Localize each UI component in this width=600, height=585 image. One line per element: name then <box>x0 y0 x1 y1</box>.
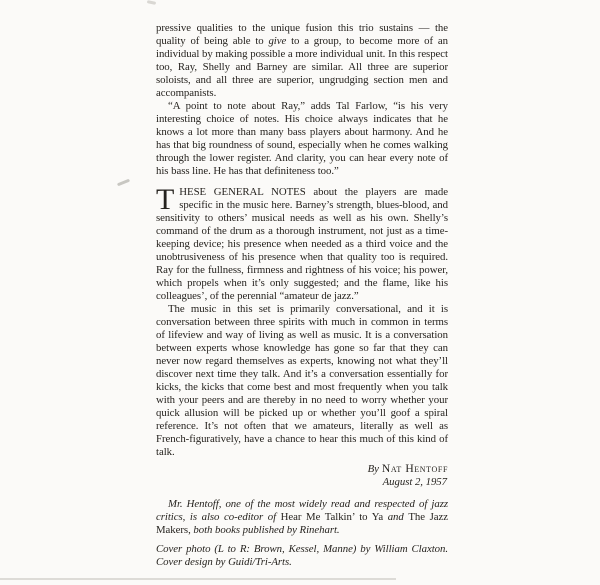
byline-by-label: By <box>367 463 379 475</box>
margin-smudge-mark <box>117 179 130 187</box>
paragraph-general-notes-text: HESE GENERAL NOTES about the players are made specific in the music here. Barney’s strength, blues-blood, and sensitivity to others’ musical needs as well as his own. Shelly’s command of the drum as a thorough instrument, not just as a time-keeping device; his presence when needed as a third voice and the unobtrusiveness of his presence when that quality too is required. Ray for the fullness, firmness and rightness of his voice; his power, which propels when it’s only suggested; and the flame, like his colleagues’, of the perennial “amateur de jazz.” <box>156 186 448 302</box>
paragraph-continuation: pressive qualities to the unique fusion this trio sustains — the quality of being able to give to a group, to become more of an individual by making possible a more individual unit. In this respect too, Ray, Shelly and Barney are similar. All three are superior soloists, and all three are superior, ungrudging section men and accompanists. <box>156 22 448 99</box>
scan-smudge-mark <box>147 0 156 5</box>
liner-notes-column <box>156 22 448 569</box>
byline-author-name: Nat Hentoff <box>381 462 448 475</box>
scan-edge-line <box>0 578 396 580</box>
cover-credit-note: Cover photo (L to R: Brown, Kessel, Manne) by William Claxton. Cover design by Guidi/Tri-Arts. <box>156 543 448 568</box>
byline <box>156 462 448 476</box>
drop-cap-letter: T <box>156 183 175 216</box>
paragraph-general-notes <box>156 183 448 303</box>
paragraph-tal-farlow-quote: “A point to note about Ray,” adds Tal Farlow, “is his very interesting choice of notes. His choice always indicates that he knows a lot more than many bass players about harmony. And he has that big roundness of sound, especially when he comes walking through the lower register. And clarity, you can hear every note of his bass line. He has that definiteness too.” <box>156 100 448 177</box>
paragraph-conversational-music: The music in this set is primarily conversational, and it is conversation between three spirits with much in common in terms of lifeview and way of living as well as music. It is a conversation between experts whose knowledge has gone so far that they can never now regard themselves as experts, knowing not what they’ll discover next time they talk. And it’s a conversation essentially for kicks, the kicks that come best and most frequently when you talk with your peers and are thereby in no need to worry whether your quick allusion will be picked up or whether you’ll goof a spiral reference. It’s not often that we amateurs, literally as well as French-figuratively, have a chance to hear this much of this kind of talk. <box>156 303 448 458</box>
author-bio-note: Mr. Hentoff, one of the most widely read and respected of jazz critics, is also co-editor of Hear Me Talkin’ to Ya and The Jazz Makers, both books published by Rinehart. <box>156 498 448 536</box>
date-line: August 2, 1957 <box>382 476 447 488</box>
